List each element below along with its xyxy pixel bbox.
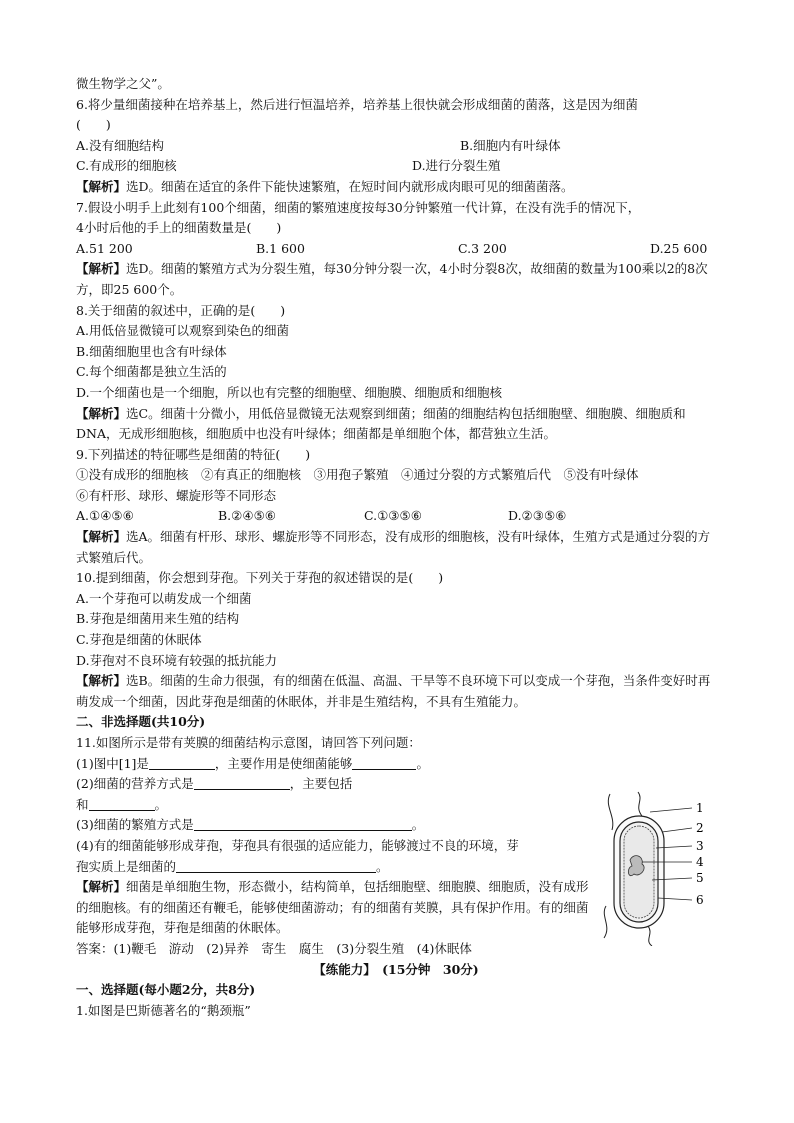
section-title-ability — [76, 960, 716, 981]
text: ，主要包括 — [289, 776, 353, 792]
answer-blank[interactable] — [149, 755, 215, 770]
option-c: C.3 200 — [458, 240, 507, 256]
text: 。 — [416, 755, 429, 771]
section-heading-nonchoice: 二、非选择题(共10分) — [76, 714, 206, 730]
question-11-part-4: (4)有的细菌能够形成芽孢，芽孢具有很强的适应能力，能够渡过不良的环境，芽 — [76, 837, 519, 853]
time-score: (15分钟 30分) — [382, 961, 479, 977]
text: 。 — [376, 858, 389, 874]
analysis-text: 选D。细菌的繁殖方式为分裂生殖，每30分钟分裂一次，4小时分裂8次，故细菌的数量为100乘以2的8次方，即25 600个。 — [76, 261, 708, 297]
option-a: A.①④⑤⑥ — [76, 508, 134, 524]
option-b: B.细菌细胞里也含有叶绿体 — [76, 343, 227, 359]
question-8-stem: 8.关于细菌的叙述中，正确的是( ) — [76, 302, 286, 318]
analysis-tag: 【解析】 — [76, 879, 127, 895]
question-7-stem-1: 7.假设小明手上此刻有100个细菌，细菌的繁殖速度按每30分钟繁殖一代计算，在没有洗手的情况下， — [76, 199, 641, 215]
answer-blank[interactable] — [352, 755, 416, 770]
question-9-analysis — [76, 527, 716, 568]
diagram-label-2: 2 — [696, 821, 704, 835]
analysis-tag: 【解析】 — [76, 178, 127, 194]
bacteria-structure-diagram — [598, 786, 718, 946]
option-c: C.芽孢是细菌的休眠体 — [76, 632, 202, 648]
question-11-stem: 11.如图所示是带有荚膜的细菌结构示意图，请回答下列问题： — [76, 735, 421, 750]
option-c: C.每个细菌都是独立生活的 — [76, 364, 227, 380]
label-line — [650, 808, 692, 812]
question-1-stem: 1.如图是巴斯德著名的“鹅颈瓶” — [76, 1002, 251, 1018]
analysis-text: 选C。细菌十分微小，用低倍显微镜无法观察到细菌；细菌的细胞结构包括细胞壁、细胞膜、细胞质和DNA，无成形细胞核，细胞质中也没有叶绿体；细菌都是单细胞个体，都营独立生活。 — [76, 405, 686, 442]
option-b: B.1 600 — [256, 240, 305, 256]
option-a: A.一个芽孢可以萌发成一个细菌 — [76, 590, 252, 606]
diagram-label-3: 3 — [696, 839, 704, 853]
text: (3)细菌的繁殖方式是 — [76, 817, 194, 833]
answer-blank[interactable] — [194, 816, 412, 831]
text: (1)图中[1]是 — [76, 755, 149, 771]
analysis-tag: 【解析】 — [76, 405, 127, 421]
text-line: 微生物学之父”。 — [76, 76, 170, 91]
diagram-label-5: 5 — [696, 871, 704, 885]
diagram-label-6: 6 — [696, 893, 704, 907]
analysis-tag: 【解析】 — [76, 673, 127, 689]
question-11-answer: 答案：(1)鞭毛 游动 (2)异养 寄生 腐生 (3)分裂生殖 (4)休眠体 — [76, 940, 472, 956]
label-line — [662, 828, 692, 832]
question-9-options — [76, 506, 716, 527]
analysis-text: 选A。细菌有杆形、球形、螺旋形等不同形态，没有成形的细胞核，没有叶绿体，生殖方式是通过分裂的方式繁殖后代。 — [76, 529, 711, 565]
option-a: A.用低倍显微镜可以观察到染色的细菌 — [76, 323, 290, 339]
option-b: B.②④⑤⑥ — [218, 508, 276, 524]
diagram-label-1: 1 — [696, 801, 704, 815]
text: (2)细菌的营养方式是 — [76, 776, 194, 792]
option-c: C.①③⑤⑥ — [364, 508, 422, 524]
option-d: D.进行分裂生殖 — [412, 158, 501, 174]
diagram-label-4: 4 — [696, 855, 704, 869]
question-11-part-1 — [76, 754, 716, 775]
analysis-text: 选D。细菌在适宜的条件下能快速繁殖，在短时间内就形成肉眼可见的细菌菌落。 — [126, 178, 574, 194]
question-6-options-row-2 — [76, 156, 716, 177]
bacteria-diagram-svg — [598, 786, 718, 946]
analysis-text: 选B。细菌的生命力很强，有的细菌在低温、高温、干旱等不良环境下可以变成一个芽孢，当条件变好时再萌发成一个细菌，因此芽孢是细菌的休眠体，并非是生殖结构，不具有生殖能力。 — [76, 673, 711, 709]
option-c: C.有成形的细胞核 — [76, 158, 177, 174]
question-6-analysis — [76, 177, 716, 198]
flagellum — [608, 794, 613, 830]
question-6-paren: ( ) — [76, 117, 111, 133]
option-d: D.芽孢对不良环境有较强的抵抗能力 — [76, 652, 278, 668]
section-heading-choice: 一、选择题(每小题2分，共8分) — [76, 982, 256, 998]
option-d: D.25 600 — [650, 240, 708, 256]
text: ，主要作用是使细菌能够 — [214, 755, 353, 771]
question-9-items-1: ①没有成形的细胞核 ②有真正的细胞核 ③用孢子繁殖 ④通过分裂的方式繁殖后代 ⑤没有叶绿体 — [76, 467, 639, 483]
question-7-analysis — [76, 259, 716, 300]
text: 。 — [411, 817, 425, 833]
text: 和 — [76, 796, 89, 812]
question-9-items-2: ⑥有杆形、球形、螺旋形等不同形态 — [76, 487, 277, 503]
flagellum — [638, 792, 642, 816]
option-a: A.51 200 — [76, 240, 133, 256]
option-b: B.细胞内有叶绿体 — [460, 137, 561, 153]
question-6-options-row-1 — [76, 136, 716, 157]
answer-blank[interactable] — [176, 858, 376, 873]
title: 【练能力】 — [313, 961, 370, 977]
flagellum — [648, 926, 652, 946]
question-6-stem: 6.将少量细菌接种在培养基上，然后进行恒温培养，培养基上很快就会形成细菌的菌落，这是因为细菌 — [76, 96, 638, 112]
question-9-stem: 9.下列描述的特征哪些是细菌的特征( ) — [76, 446, 311, 462]
answer-blank[interactable] — [89, 796, 155, 811]
text: 孢实质上是细菌的 — [76, 858, 177, 874]
analysis-text: 细菌是单细胞生物，形态微小，结构简单，包括细胞壁、细胞膜、细胞质，没有成形的细胞核。有的细菌还有鞭毛，能够使细菌游动；有的细菌有荚膜，具有保护作用。有的细菌能够形成芽孢，芽孢是细菌的休眠体。 — [76, 879, 589, 936]
analysis-tag: 【解析】 — [76, 529, 127, 545]
question-11-analysis — [76, 877, 596, 939]
question-8-analysis — [76, 404, 716, 445]
question-7-stem-2: 4小时后他的手上的细菌数量是( ) — [76, 220, 282, 236]
question-7-options — [76, 239, 716, 260]
option-d: D.②③⑤⑥ — [508, 508, 567, 524]
text: 。 — [154, 796, 168, 812]
flagellum — [604, 906, 607, 938]
option-d: D.一个细菌也是一个细胞，所以也有完整的细胞壁、细胞膜、细胞质和细胞核 — [76, 384, 503, 400]
question-10-analysis — [76, 671, 716, 712]
option-b: B.芽孢是细菌用来生殖的结构 — [76, 611, 240, 627]
option-a: A.没有细胞结构 — [76, 137, 165, 153]
answer-blank[interactable] — [194, 775, 290, 790]
analysis-tag: 【解析】 — [76, 261, 127, 277]
question-10-stem: 10.提到细菌，你会想到芽孢。下列关于芽孢的叙述错误的是( ) — [76, 570, 444, 586]
